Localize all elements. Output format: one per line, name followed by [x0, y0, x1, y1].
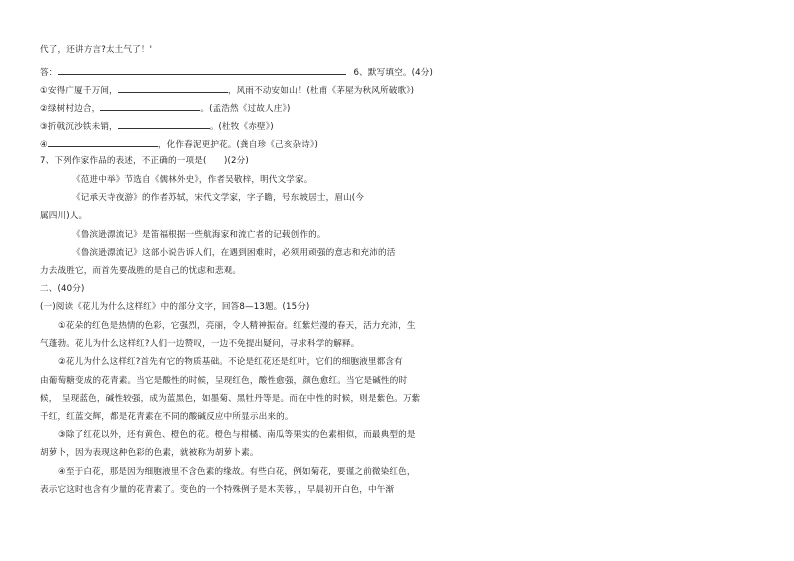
fill-blank-1-suffix: ，风雨不动安如山！(杜甫《茅屋为秋风所破歌》) [227, 86, 415, 96]
option-line-1: 《范进中举》节选自《儒林外史》，作者吴敬梓，明代文学家。 [72, 175, 313, 185]
paragraph-2-line-4: 千红，红蓝交辉，都是花青素在不同的酸碱反应中所显示出来的。 [40, 412, 294, 422]
fill-blank-4-input[interactable] [48, 138, 158, 147]
paragraph-1-line-1: ①花朵的红色是热情的色彩，它强烈，亮丽，令人精神振奋。红紫烂漫的春天，活力充沛，生 [58, 321, 416, 331]
paragraph-1-line-2: 气蓬勃。花儿为什么这样红?人们一边赞叹，一边不免提出疑问，寻求科学的解释。 [40, 339, 360, 349]
fill-blank-4-suffix: ，化作春泥更护花。(龚自珍《己亥杂诗》) [157, 140, 318, 150]
fill-blank-2 [40, 102, 290, 115]
fill-blank-4-prefix: ④ [40, 140, 48, 150]
question-6-heading: 6、默写填空。(4分) [353, 68, 433, 78]
answer-line [40, 66, 433, 79]
answer-prefix: 答： [40, 68, 58, 78]
fill-blank-2-input[interactable] [100, 102, 200, 111]
paragraph-4-line-1: ④至于白花，那是因为细胞液里不含色素的缘故。有些白花，例如菊花，要谨之前微染红色， [58, 467, 416, 477]
fill-blank-1-input[interactable] [118, 84, 228, 93]
fill-blank-1 [40, 84, 414, 97]
section-2-heading: 二、(40分) [40, 284, 85, 294]
reading-instructions: (一)阅读《花儿为什么这样红》中的部分文字，回答8—13题。(15分) [40, 302, 310, 312]
paragraph-3-line-2: 胡萝卜，因为表现这种色彩的色素，就被称为胡萝卜素。 [40, 448, 259, 458]
fill-blank-2-suffix: 。(孟浩然《过故人庄》) [200, 104, 291, 114]
answer-blank[interactable] [58, 66, 346, 75]
paragraph-4-line-2: 表示它这时也含有少量的花青素了。变色的一个特殊例子是木芙蓉，，早晨初开白色，中午渐 [40, 485, 395, 495]
fill-blank-2-prefix: ②绿树村边合， [40, 104, 101, 114]
fill-blank-1-prefix: ①安得广厦千万间， [40, 86, 118, 96]
question-7: 7、下列作家作品的表述，不正确的一项是( )(2分) [40, 156, 249, 166]
text-line-1: 代了，还讲方言?太土气了！' [40, 45, 153, 55]
option-line-2-cont: 属四川)人。 [40, 211, 88, 221]
paragraph-2-line-3: 候， 呈现蓝色，碱性较强，成为蓝黑色，如墨菊、黑牡丹等是。而在中性的时候，则是紫色。万紫 [40, 394, 421, 404]
option-line-3: 《鲁滨逊漂流记》是笛福根据一些航海家和流亡者的记载创作的。 [72, 230, 326, 240]
fill-blank-3-suffix: 。(杜牧《赤壁》) [209, 122, 274, 132]
option-line-4: 《鲁滨逊漂流记》这部小说告诉人们，在遇到困难时，必须用顽强的意志和充沛的活 [72, 248, 396, 258]
fill-blank-3-input[interactable] [118, 120, 210, 129]
paragraph-2-line-1: ②花儿为什么这样红?首先有它的物质基础。不论是红花还是红叶，它们的细胞液里都含有 [58, 357, 403, 367]
paragraph-2-line-2: 由葡萄糖变成的花青素。当它是酸性的时候，呈现红色，酸性愈强，颜色愈红。当它是碱性的时 [40, 376, 408, 386]
fill-blank-3 [40, 120, 274, 133]
option-line-2: 《记承天寺夜游》的作者苏轼，宋代文学家，字子瞻，号东坡居士，眉山(今 [72, 193, 365, 203]
fill-blank-3-prefix: ③折戟沉沙铁未销， [40, 122, 118, 132]
fill-blank-4 [40, 138, 318, 151]
paragraph-3-line-1: ③除了红花以外，还有黄色、橙色的花。橙色与柑橘、南瓜等果实的色素相似，而最典型的是 [58, 430, 416, 440]
option-line-4-cont: 力去战胜它，而首先要战胜的是自己的忧虑和悲观。 [40, 266, 242, 276]
